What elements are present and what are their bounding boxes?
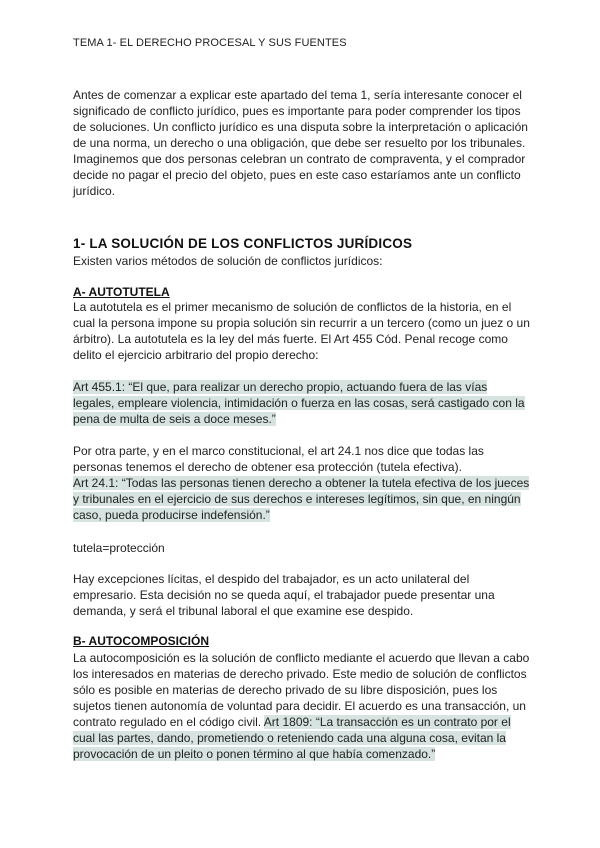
art-455-quote: Art 455.1: “El que, para realizar un derecho propio, actuando fuera de las vías legales, empleare violencia, intimidación o fuerza en las cosas, será castigado con la pena de multa de seis a doce meses.”: [73, 380, 525, 426]
autocomposicion-text: La autocomposición es la solución de conflicto mediante el acuerdo que llevan a cabo los interesados en materias de derecho privado. Este medio de solución de conflictos sólo es posible en materias de derecho privado de su libre disposición, pues los sujetos tienen autonomía de voluntad para decidir. El acuerdo es una transacción, un contrato regulado en el código civil.: [73, 651, 530, 729]
autotutela-paragraph-2: Por otra parte, y en el marco constitucional, el art 24.1 nos dice que todas las personas tenemos el derecho de obtener esa protección (tutela efectiva).: [73, 444, 484, 474]
autotutela-paragraph-3: Hay excepciones lícitas, el despido del trabajador, es un acto unilateral del empresario. Esta decisión no se queda aquí, el trabajador puede presentar una demanda, y será el tribunal laboral el que examine ese despido.: [73, 572, 495, 618]
autocomposicion-heading: B- AUTOCOMPOSICIÓN: [73, 634, 210, 648]
section-1-lead: Existen varios métodos de solución de conflictos jurídicos:: [73, 254, 383, 268]
intro-paragraph: Antes de comenzar a explicar este apartado del tema 1, sería interesante conocer el significado de conflicto jurídico, pues es importante para poder comprender los tipos de soluciones. Un conflicto jurídico es una disputa sobre la interpretación o aplicación de una norma, un derecho o una obligación, que debe ser resuelto por los tribunales. Imaginemos que dos personas celebran un contrato de compraventa, y el comprador decide no pagar el precio del objeto, pues en este caso estaríamos ante un conflicto jurídico.: [73, 88, 528, 198]
autocomposicion-paragraph: [73, 650, 531, 762]
autotutela-paragraph-1: La autotutela es el primer mecanismo de solución de conflictos de la historia, en el cual la persona impone su propia solución sin recurrir a un tercero (como un juez o un árbitro). La autotutela es la ley del más fuerte. El Art 455 Cód. Penal recoge como delito el ejercicio arbitrario del propio derecho:: [73, 300, 530, 362]
running-header: TEMA 1- EL DERECHO PROCESAL Y SUS FUENTES: [73, 37, 347, 49]
art-455-quote-block: [73, 379, 531, 427]
art-24-quote-block: [73, 475, 531, 523]
section-1-title: 1- LA SOLUCIÓN DE LOS CONFLICTOS JURÍDICOS: [73, 236, 413, 251]
autotutela-heading: A- AUTOTUTELA: [73, 285, 170, 299]
art-1809-quote: Art 1809: “La transacción es un contrato por el cual las partes, dando, prometiendo o reteniendo cada una alguna cosa, evitan la provocación de un pleito o ponen término al que había comenzado.”: [73, 715, 511, 761]
art-24-quote: Art 24.1: “Todas las personas tienen derecho a obtener la tutela efectiva de los jueces y tribunales en el ejercicio de sus derechos e intereses legítimos, sin que, en ningún caso, pueda producirse indefensión.”: [73, 476, 530, 522]
tutela-note: tutela=protección: [73, 541, 165, 555]
